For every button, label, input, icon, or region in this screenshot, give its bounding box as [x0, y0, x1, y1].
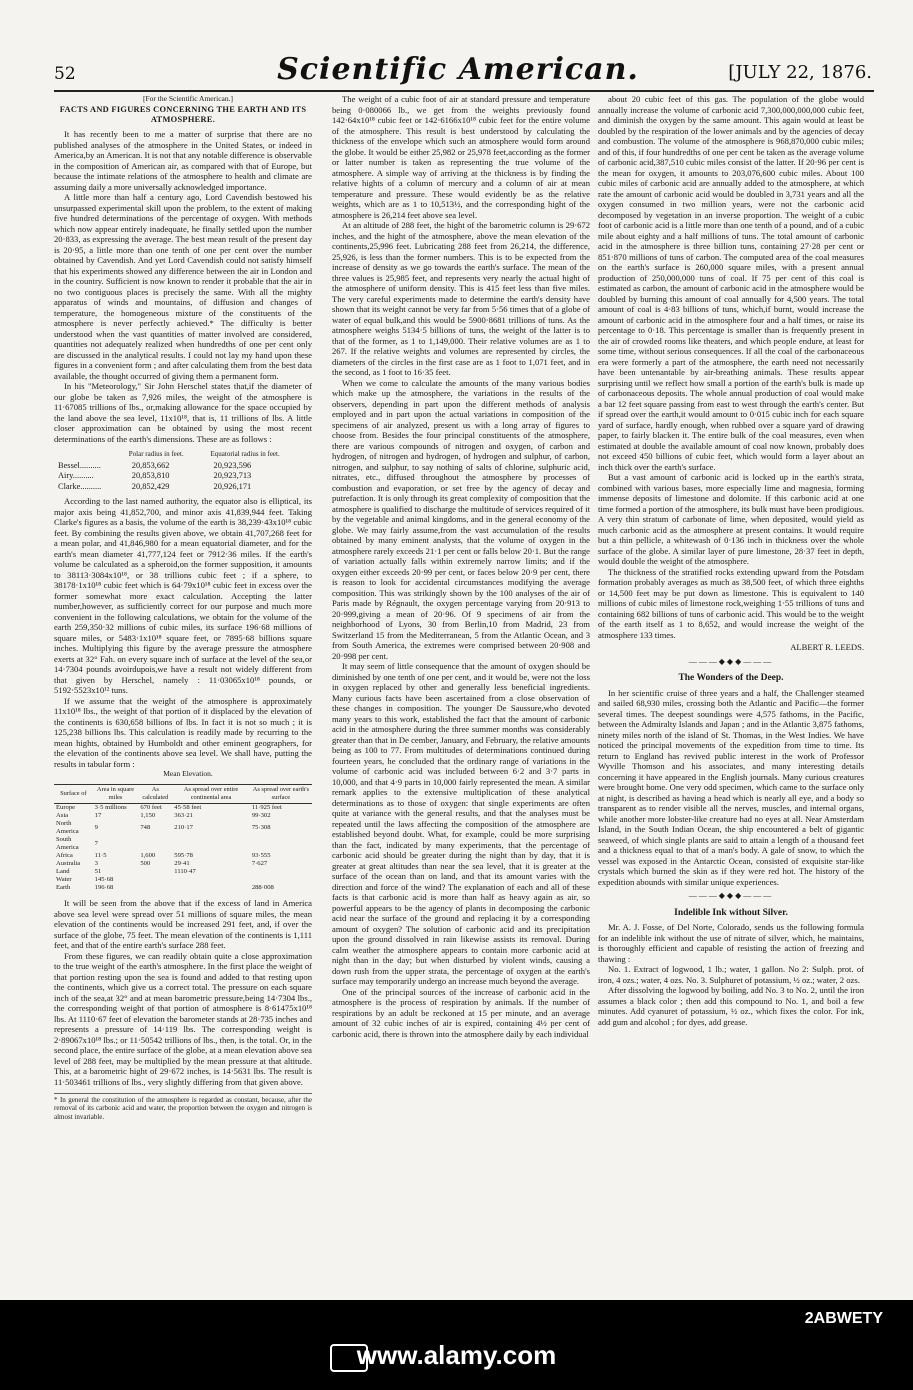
table-cell: Bessel..........: [58, 460, 101, 470]
table-cell: 7: [94, 840, 98, 847]
table-cell: 3: [94, 860, 98, 867]
table-header: Equatorial radius in feet.: [210, 450, 280, 458]
paragraph: No. 1. Extract of logwood, 1 lb.; water, 1 gallon. No 2: Sulph. prot. of iron, 4 ozs.; water, 4 ozs. No. 3. Sulphuret of potassium, ½ oz.; water, 2 ozs.: [598, 964, 864, 985]
paragraph: The weight of a cubic foot of air at standard pressure and temperature being 0·080066 lb., we get from the weights previously found 142·64x10¹⁸ cubic feet or 142·6166x10¹⁸ cubic feet for the entire volume of the atmosphere. This result is best understood by calculating the thickness of the envelope which such an atmosphere would form around the globe. It would be either 25,982 or 25,978 feet,according as the former or latter number is taken as representing the true volume of the atmosphere. A simple way of arriving at the thickness is by finding the relative hights of a column of mercury and a column of air at mean temperature and pressure. These would evidently be as the relative weights, which are as 1 to 10,513½, and the corresponding hight of the atmosphere is 26,214 feet above sea level.: [332, 94, 590, 220]
table-cell: 1,150: [140, 812, 156, 819]
table-cell: 748: [140, 824, 151, 831]
paragraph: It may seem of little consequence that the amount of oxygen should be diminished by one tenth of one per cent, and it would be, were not the loss in oxygen replaced by other and generally less beneficial ingredients. Many curious facts have been ascertained from a close observation of these changes in composition. The younger De Saussure,who devoted many years to this work, established the fact that the amount of carbonic acid in the atmosphere during the three summer months was considerably greater than that in De cember, January, and February, the relative amounts being as 100 to 77. From multitudes of determinations continued during fourteen years, he concluded that the ordinary range of variations in the volume of carbonic acid was included between 6·2 and 3·7 parts in 10,000, and that 4·9 parts in 10,000 fairly represented the mean. A similar remark applies to the extensive multiplication of these analytical determinations as to those of oxygen: that single experiments are often quite at variance with the general results, and that the analyses must be repeated until the laws affecting the composition of the atmosphere are established beyond doubt. What, for example, could be more surprising than the fact, indicated by many experiments, that the percentage of carbonic acid should be greater during the night than by day, that it is greater at great altitudes than near the sea level, that it is greater at the surface of the ocean than on land, and that its amount varies with the direction and force of the wind? The explanation of each and all of these facts is that carbonic acid is more than half as heavy again as air, so powerful appears to be the agency of plants in decomposing the carbonic acid near the surface of the ground and replacing it by a corresponding amount of oxygen? The solution of carbonic acid and its precipitation upon the ground dissolved in rain likewise assists its removal. During calm weather the atmosphere appears to contain more carbonic acid at night than in the day; but when disturbed by violent winds, causing a down rush from the upper strata, the percentage of oxygen at the earth's surface may temporarily undergo an increase much beyond the average.: [332, 661, 590, 986]
paragraph: But a vast amount of carbonic acid is locked up in the earth's strata, combined with various bases, more especially lime and magnesia, forming immense deposits of limestone and dolomite. If this carbonic acid at one time formed a portion of the atmosphere, its bulk must have been prodigious. A very thin stratum of carbonate of lime, when deposited, would yield as much carbonic acid as the atmosphere at present contains. It would require but a thin pellicle, a whitewash of 0·136 inch in thickness over the whole surface of the globe. A similar layer of pure limestone, 28·37 feet in depth, would double the weight of the atmosphere.: [598, 472, 864, 566]
table-header: Area in square miles: [93, 785, 139, 804]
table-cell: 51: [94, 868, 102, 875]
table-cell: 20,853,662: [131, 460, 170, 470]
paragraph: From these figures, we can readily obtain quite a close approximation to the true weight of the earth's atmosphere. In the first place the weight of that portion resting upon the sea is found and added to that resting upon the continents, which give us a correct total. The pressure on each square inch of the sea,at 32° and at mean barometric pressure,being 14·7304 lbs., the corresponding weight of that portion of atmosphere is 8·61475x10¹⁸ lbs. At 1110·67 feet of elevation the barometer stands at 28·735 inches and represents a pressure of 14·119 lbs. The corresponding weight is 2·89067x10¹⁸ lbs.; or 11·50542 trillions of lbs., then, is the total. Or, in the second place, the entire surface of the globe, at a mean elevation above sea level of 288 feet, may be multiplied by the mean pressure at that altitude. This, at a barometric hight of 29·672 inches, is 14·5631 lbs. The result is 11·503461 trillions of lbs., very slightly differing from that given above.: [54, 950, 312, 1087]
table-cell: 20,923,596: [213, 460, 252, 470]
table-cell: Australia: [56, 860, 81, 867]
column-2: [332, 94, 590, 1244]
table-cell: [172, 884, 250, 892]
elevation-table: [54, 784, 312, 892]
page-header: [44, 52, 872, 92]
table-row: [54, 471, 312, 482]
stock-watermark-bar: [0, 1300, 913, 1390]
footnote: * In general the constitution of the atmosphere is regarded as constant, because, after the removal of its carbonic acid and water, the proportion between the oxygen and nitrogen is almost invariable.: [54, 1093, 312, 1121]
table-cell: 670 feet: [140, 804, 162, 811]
table-cell: Water: [56, 876, 72, 883]
table-cell: 11·925 feet: [251, 804, 282, 811]
table-cell: 1,600: [140, 852, 156, 859]
header-rule: [54, 90, 874, 92]
paragraph: One of the principal sources of the increase of carbonic acid in the atmosphere is the process of respiration by animals. If the number of respirations by an adult be reckoned at 15 per minute, and an average amount of 32 cubic inches of air is expired, containing 4½ per cent of carbonic acid, there is thrown into the atmosphere daily by each individual: [332, 986, 590, 1039]
section-title: Indelible Ink without Silver.: [674, 907, 788, 918]
table-cell: 45·58 feet: [174, 804, 202, 811]
table-cell: Asia: [56, 812, 69, 819]
paragraph: about 20 cubic feet of this gas. The population of the globe would annually increase the volume of carbonic acid 7,300,000,000,000 cubic feet, and diminish the oxygen by the same amount. This again would at least be doubled by the respiration of the lower animals and by the agencies of decay and combustion. The volume of the atmosphere is 968,870,000 cubic miles; and of this, if four hundredths of one per cent be taken as the average volume of carbonic acid,387,510 cubic miles consist of the latter. If 20·96 per cent is the mean for oxygen, it amounts to 203,076,600 cubic miles. About 100 cubic miles of carbonic acid are annually added to the atmosphere, at which rate the amount of carbonic acid would be doubled in 3,731 years and all the oxygen consumed in two million years, were not the carbonic acid decomposed by vegetation in an inverse proportion. The weight of a cubic foot of carbonic acid is a little more than one tenth of a pound, and of a cubic mile about eighty and a half millions of tuns. The total amount of carbonic acid in the atmosphere is three billion tuns, containing 27·28 per cent or 851·870 millions of tuns of carbon. The computed area of the coal measures on the earth's surface is 260,000 square miles, with a present annual production of 250,000,000 tuns of coal. If 75 per cent of this coal is estimated as carbon, the amount of carbonic acid in the atmosphere would be doubled by burning this amount of coal annually for 4,500 years. The total amount of coal is 4·83 billions of tuns, which,if burnt, would increase the amount of carbonic acid in the atmosphere four and a half times, or raise its percentage to 0·18. This percentage is smaller than is frequently present in the air of crowded rooms like theaters, and which people endure, at least for some time, without serious consequences. If all the coal of the carbonaceous era were formerly a part of the atmosphere, the earth need not necessarily have been untenantable by air-breathing animals. These results appear surprising until we reflect how small a portion of the earth's bulk is made up of carbonaceous deposits. The whole annual production of coal would make a bar 12 feet square passing from east to west through the earth's center. But if spread over the earth,it would amount to 0·015 cubic inch for each square yard of surface, hardly enough, when rubbed over a square yard of drawing paper, to fairly blacken it. The entire bulk of the coal measures, even when estimated at double the available amount of coal now known, probably does not exceed 450 billions of cubic feet, which would form a layer about an inch thick over the earth's surface.: [598, 94, 864, 472]
table-cell: 9: [94, 824, 98, 831]
table-row: [54, 860, 312, 868]
table-cell: 145·68: [94, 876, 114, 883]
table-header: As spread over earth's surface: [250, 785, 312, 804]
issue-date: [JULY 22, 1876.: [728, 62, 872, 83]
paragraph: At an altitude of 288 feet, the hight of the barometric column is 29·672 inches, and the hight of the atmosphere, above the mean elevation of the continents,25,996 feet. Lubricating 288 feet from 26,214, the difference, 25,926, is less than the former numbers. This is to be expected from the increase of density as we go towards the earth's surface. The mean of the three values is 25,985 feet, and represents very nearly the actual hight of the atmosphere of uniform density. This is 415 feet less than five miles. The very careful experiments made to determine the earth's density have shown that its weight cannot be very far from 5·56 times that of a globe of water of equal bulk,and this would be 5900·8681 trillions of tuns. As the atmosphere weighs 5134·5 billions of tuns, the weight of the latter is to that of the former, as 1 to 1,149,000. Their relative volumes are as 1 to 267. If the relative weights and volumes are represented by circles, the diameters of the circles in the first case are as 1 foot to 1,071 feet, and in the second, as 1 foot to 16·35 feet.: [332, 220, 590, 377]
table-cell: [138, 868, 172, 876]
table-row: [54, 836, 312, 852]
table-cell: [172, 836, 250, 852]
table-row: [54, 804, 312, 813]
table-cell: 29·41: [174, 860, 190, 867]
page-number: 52: [54, 64, 76, 84]
column-3: [598, 94, 864, 1244]
table-cell: 20,853,810: [131, 471, 170, 480]
masthead-title: Scientific American.: [277, 52, 639, 87]
image-id: 2ABWETY: [804, 1310, 883, 1327]
section-divider-icon: ———◆◆◆———: [688, 656, 774, 666]
table-cell: [250, 868, 312, 876]
paragraph: The thickness of the stratified rocks extending upward from the Potsdam formation probably averages as much as 38,500 feet, of which three eighths or 14,500 feet may be put down as limestone. This is equivalent to 140 millions of cubic miles of limestone rock,weighing 1·55 trillions of tuns and containing 682 billions of tuns of carbonic acid. This would be to the weight of the earth itself as 1 to 8,652, and would increase the weight of the atmosphere 133 times.: [598, 566, 864, 640]
table-cell: [250, 876, 312, 884]
table-cell: 500: [140, 860, 151, 867]
paragraph: If we assume that the weight of the atmosphere is approximately 11x10¹⁸ lbs., the weight of that portion of it displaced by the elevation of the continents is 630,658 billions of lbs. In fact it is not so much ; it is 125,238 billions lbs. This calculation is readily made by recurring to the mean hights, obtained by Humboldt and other eminent geographers, for the elevation of the continents above sea level. We shall have, putting the results in tabular form :: [54, 695, 312, 769]
table-header: Polar radius in feet.: [128, 450, 184, 458]
table-cell: 196·68: [94, 884, 114, 891]
table-row: [54, 884, 312, 892]
table-cell: 20,852,429: [131, 481, 170, 491]
table-cell: 7·627: [251, 860, 268, 867]
table-row: [54, 876, 312, 884]
table-cell: 11·5: [94, 852, 107, 859]
table-cell: North America: [56, 820, 79, 835]
paragraph: Mr. A. J. Fosse, of Del Norte, Colorado, sends us the following formula for an indelible ink without the use of nitrate of silver, which, he maintains, is thoroughly efficient and capable of resisting the action of freezing and thawing :: [598, 922, 864, 964]
table-row: [54, 868, 312, 876]
table-row: [54, 820, 312, 836]
table-cell: [172, 876, 250, 884]
table-cell: South America: [56, 836, 79, 851]
table-cell: 20,923,713: [213, 471, 252, 480]
table-header: Surface of: [54, 785, 93, 804]
table-cell: [138, 884, 172, 892]
table-header: As spread over entire continental area: [172, 785, 250, 804]
table-row: [54, 852, 312, 860]
paragraph: When we come to calculate the amounts of the many various bodies which make up the atmosphere, the variations in the results of the observers, depending in part upon the different methods of analysis employed and in part upon the actual variations in composition of the specimens of air analyzed, present us with a long array of figures to choose from. Besides the four principal constituents of the atmosphere, there are various compounds of nitrogen and oxygen, of carbon and hydrogen, of nitrogen and hydrogen, of hydrogen and sulphur, of carbon, nitrogen, and sulphur, to say nothing of salts of chlorine, sulphuric acid, nitrates, etc., diffused throughout the atmosphere by processes of combustion and evaporation, or set free by the agency of decay and putrefaction. It is only through its great complexity of composition that the atmosphere is qualified to discharge the multitude of services required of it by the vegetable and animal kingdoms, and in the general economy of the globe. We may fairly assume,from the vast accumulation of the results obtained by many eminent analysts, that the volume of oxygen in the atmosphere rarely exceeds 21·1 per cent or falls below 20·1. But the range of variation actually falls within extremely narrow limits; and if the oxygen either exceeds 20·99 per cent, or faces below 20·9 per cent, there is reason to look for accidental circumstances modifying the average composition. This was strikingly shown by the 100 analyses of the air of Paris made by Régnault, the oxygen percentage varying from 20·913 to 20·999,giving a mean of 20·96. Of 9 specimens of air from the neighborhood of Lyons, 30 from Berlin,10 from Madrid, 23 from Switzerland 15 from the Mediterranean, 5 from the Atlantic Ocean, and 3 from South America, the extremes were comprised between 20·908 and 20·998 per cent.: [332, 377, 590, 661]
section-divider-icon: ———◆◆◆———: [688, 891, 774, 900]
table-cell: 75·308: [251, 824, 271, 831]
paragraph: It has recently been to me a matter of surprise that there are no published analyses of the atmosphere in the United States, or indeed in America,by an American. It is not that any notable difference is observable in the composition of American air, as compared with that of Europe, but because the intimate relations of the atmosphere to health and climate are assuming daily a more universally acknowledged importance.: [54, 129, 312, 192]
table-cell: 363·21: [174, 812, 193, 819]
table-cell: 20,926,171: [213, 481, 252, 491]
table-cell: 93·555: [251, 852, 271, 859]
table-row: [54, 461, 312, 472]
paragraph: According to the last named authority, the equator also is elliptical, its major axis being 41,852,700, and minor axis 41,839,944 feet. Taking Clarke's figures as a basis, the volume of the earth is 38,239·43x10¹⁸ cubic feet. By combining the results given above, we obtain 41,707,268 feet for a mean polar, and 41,846,980 for a mean equatorial diameter, and for the earth's mean diameter 41,777,124 feet or 7912·36 miles. If the earth's volume be calculated as a spheroid,on the former supposition, it amounts to 38113·3084x10¹⁸, or 38 trillions cubic feet ; if a sphere, to 38178·1x10¹⁸ cubic feet which is 64·79x10¹⁸ cubic feet in excess over the former somewhat more exact calculation. Accepting the latter number,however, as sufficiently correct for our purpose and much more convenient in the following calculations, we obtain for the volume of the earth 259,350·32 millions of cubic miles, its surface 196·68 millions of square miles, or 5483·1x10¹⁸ square feet, or 7895·68 billions square inches. Multiplying this figure by the average pressure the atmosphere exerts at 32° Fah. on every square inch of surface at the level of the sea,or 14·7304 pounds avoirdupois,we have a result not widely different from that given by Herschel, namely : 11·03065x10¹⁸ pounds, or 5192·5523x10¹² tuns.: [54, 496, 312, 695]
table-cell: 3·5 millions: [94, 804, 127, 811]
paragraph: A little more than half a century ago, Lord Cavendish bestowed his unsurpassed experimental skill upon the problem, to the extent of making five hundred determinations of the percentage of oxygen. With methods which now appear entirely inadequate, he finally settled upon the number 20·833, as expressing the average. The best mean result of the present day is 20·95, a little more than one tenth of one per cent over the number obtained by Cavendish. And yet Lord Cavendish could not satisfy himself that his experiments showed any difference between the air in London and in the country. Sufficient is now known to render it probable that the air in no two contiguous places is precisely the same. With all the mighty apparatus of winds and mountains, of diffusion and changes of temperature, the homogeneous mixture of the constituents of the atmosphere is never perfectly achieved.* The difficulty is better understood when the vast quantities of matter involved are considered, quantities not adequately realized when hundredths of one per cent only are discussed in the analytical results. I could not lay my hand upon these figures in a convenient form ; and after calculating them from the best data available, the thought occurred of giving them a permanent form.: [54, 192, 312, 381]
table-cell: Land: [56, 868, 70, 875]
paragraph: In his "Meteorology," Sir John Herschel states that,if the diameter of our globe be taken as 7,926 miles, the weight of the atmosphere is 11·67085 trillions of lbs., or,making allowance for the space occupied by the land above the sea level, 11x10¹⁸, that is, 11 trillions of lbs. A little closer approximation can be obtained by using the most recent determinations of the earth's dimensions. These are as follows :: [54, 381, 312, 444]
table-row: [54, 812, 312, 820]
table-cell: [138, 836, 172, 852]
table-cell: Africa: [56, 852, 73, 859]
table-cell: Airy..........: [58, 471, 94, 480]
table-cell: 288·008: [251, 884, 274, 891]
author-signature: ALBERT R. LEEDS.: [790, 642, 864, 652]
table-cell: [250, 836, 312, 852]
paragraph: In her scientific cruise of three years and a half, the Challenger steamed and sailed 68,930 miles, crossing both the Atlantic and Pacific—the former several times. The deepest soundings were 4,575 fathoms, in the Pacific, between the Admiralty Islands and Japan ; and in the Atlantic 3,875 fathoms, ninety miles north of the island of St. Thomas, in the West Indies. We have noticed the principal movements of the expedition from time to time. Its return to England has revived public interest in the work of Professor Wyville Thomson and his associates, and many interesting details concerning it have appeared in the English journals. Many curious creatures were brought home. One very odd specimen, which came to the surface only at night, is described as having a head which is nearly all eye, and a body so transparent as to render visible all the nerves, muscles, and internal organs, while another more lobster-like creature had no eyes at all. Near Amsterdam Island, in the South Indian Ocean, the ship encountered a belt of gigantic seaweed, of which single plants are said to attain a length of a thousand feet and a thickness equal to that of a man's body. A gale of snow, to which the vessel was exposed in the Antarctic Ocean, consisted of exquisite star-like crystals which burned the skin as if they were red hot. The history of the expedition abounds with similar unique experiences.: [598, 687, 864, 887]
table-cell: 17: [94, 812, 102, 819]
table-cell: 99·302: [251, 812, 271, 819]
table-caption: Mean Elevation.: [163, 769, 213, 778]
table-header: [54, 448, 128, 461]
table-row: [54, 482, 312, 493]
table-cell: 595·78: [174, 852, 193, 859]
table-cell: Clarke..........: [58, 481, 102, 491]
article-heading: FACTS AND FIGURES CONCERNING THE EARTH AND ITS ATMOSPHERE.: [59, 105, 307, 124]
column-1: [54, 94, 312, 1244]
article-credit: [For the Scientific American.]: [143, 94, 233, 103]
watermark-url: www.alamy.com: [356, 1340, 557, 1370]
table-cell: Europe: [56, 804, 76, 811]
table-cell: 1110·47: [174, 868, 196, 875]
table-cell: Earth: [56, 884, 71, 891]
table-cell: [138, 876, 172, 884]
table-cell: 210·17: [174, 824, 193, 831]
section-title: The Wonders of the Deep.: [678, 673, 784, 683]
paragraph: It will be seen from the above that if the excess of land in America above sea level were spread over 51 millions of square miles, the mean elevation of the continents would be increased 291 feet, and, if over the surface of the globe, 75 feet. The mean elevation of the continents is 1,111 feet, and that of the entire earth's surface 288 feet.: [54, 898, 312, 950]
table-header: As calculated: [138, 785, 172, 804]
earth-radius-table: [54, 448, 312, 492]
paragraph: After dissolving the logwood by boiling, add No. 3 to No. 2, until the iron assumes a black color ; then add this compound to No. 1, and boil a few minutes. Add cyanuret of potassium, ½ oz., which fixes the color. For ink, add gum and alcohol ; for dyes, add grease.: [598, 985, 864, 1027]
